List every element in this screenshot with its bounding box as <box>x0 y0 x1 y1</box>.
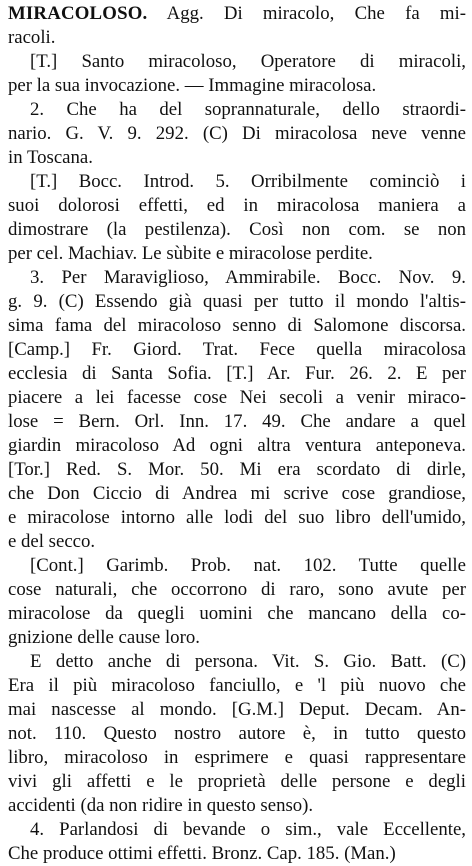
line-text: che Don Ciccio di Andrea mi scrive cose grandiose, <box>8 483 466 504</box>
line-text: 3. Per Maraviglioso, Ammirabile. Bocc. Nov. 9. <box>30 267 466 288</box>
entry-line <box>8 674 466 698</box>
entry-line <box>8 578 466 602</box>
line-text: e miracolose intorno alle lodi del suo libro dell'umido, <box>8 507 466 528</box>
entry-line <box>8 50 466 74</box>
entry-line <box>8 338 466 362</box>
entry-line <box>8 698 466 722</box>
line-text: Agg. Di miracolo, Che fa mi- <box>166 3 466 24</box>
line-text: [T.] Santo miracoloso, Operatore di miracoli, <box>30 51 466 72</box>
headword: MIRACOLOSO. <box>8 3 148 24</box>
line-text: cose naturali, che occorrono di raro, sono avute per <box>8 579 466 600</box>
entry-line <box>8 74 466 98</box>
entry-line <box>8 458 466 482</box>
entry-line <box>8 434 466 458</box>
line-text: mai nascesse al mondo. [G.M.] Deput. Decam. An- <box>8 699 466 720</box>
entry-line <box>8 194 466 218</box>
entry-line <box>8 362 466 386</box>
entry-line <box>8 242 466 266</box>
line-text: piacere a lei facesse cose Nei secoli a venir miraco- <box>8 387 466 408</box>
entry-line <box>8 482 466 506</box>
entry-line <box>8 602 466 626</box>
line-text: nario. G. V. 9. 292. (C) Di miracolosa neve venne <box>8 123 466 144</box>
entry-line <box>8 818 466 842</box>
line-text: suoi dolorosi effetti, ed in miracolosa maniera a <box>8 195 466 216</box>
line-text: Che produce ottimi effetti. Bronz. Cap. 185. (Man.) <box>8 843 396 864</box>
entry-line <box>8 26 466 50</box>
entry-line <box>8 554 466 578</box>
line-text: libro, miracoloso in esprimere e quasi rappresentare <box>8 747 466 768</box>
line-text: e del secco. <box>8 531 96 552</box>
line-text: 2. Che ha del soprannaturale, dello straordi- <box>30 99 466 120</box>
line-text: miracolose da quegli uomini che mancano della co- <box>8 603 466 624</box>
line-text: [Cont.] Garimb. Prob. nat. 102. Tutte quelle <box>30 555 466 576</box>
line-text: sima fama del miracoloso senno di Salomone discorsa. <box>8 315 466 336</box>
entry-line <box>8 146 466 170</box>
line-text: per la sua invocazione. — Immagine miracolosa. <box>8 75 377 96</box>
line-text: per cel. Machiav. Le sùbite e miracolose perdite. <box>8 243 373 264</box>
entry-line <box>8 842 466 866</box>
entry-line <box>8 266 466 290</box>
line-text: vivi gli affetti e le proprietà delle persone e degli <box>8 771 466 792</box>
entry-line <box>8 770 466 794</box>
line-text: racoli. <box>8 27 56 48</box>
entry-line <box>8 530 466 554</box>
line-text: accidenti (da non ridire in questo senso). <box>8 795 314 816</box>
entry-line <box>8 218 466 242</box>
entry-line <box>8 410 466 434</box>
entry-line <box>8 626 466 650</box>
entry-line <box>8 506 466 530</box>
entry-line <box>8 170 466 194</box>
line-text: E detto anche di persona. Vit. S. Gio. Batt. (C) <box>30 651 466 672</box>
entry-line <box>8 314 466 338</box>
entry-line <box>8 98 466 122</box>
line-text: gnizione delle cause loro. <box>8 627 200 648</box>
line-text: Era il più miracoloso fanciullo, e 'l più nuovo che <box>8 675 466 696</box>
line-text: giardin miracoloso Ad ogni altra ventura anteponeva. <box>8 435 466 456</box>
entry-line <box>8 650 466 674</box>
entry-line <box>8 794 466 818</box>
line-text: [Camp.] Fr. Giord. Trat. Fece quella miracolosa <box>8 339 466 360</box>
line-text: dimostrare (la pestilenza). Così non com. se non <box>8 219 466 240</box>
entry-line <box>8 722 466 746</box>
entry-line <box>8 386 466 410</box>
entry-line <box>8 122 466 146</box>
line-text: lose = Bern. Orl. Inn. 17. 49. Che andare a quel <box>8 411 466 432</box>
line-text: 4. Parlandosi di bevande o sim., vale Eccellente, <box>30 819 466 840</box>
line-text: g. 9. (C) Essendo già quasi per tutto il mondo l'altis- <box>8 291 466 312</box>
line-text: [Tor.] Red. S. Mor. 50. Mi era scordato di dirle, <box>8 459 466 480</box>
entry-line <box>8 746 466 770</box>
line-text: ecclesia di Santa Sofia. [T.] Ar. Fur. 26. 2. E per <box>8 363 466 384</box>
line-text: in Toscana. <box>8 147 93 168</box>
line-text: not. 110. Questo nostro autore è, in tutto questo <box>8 723 466 744</box>
line-text: [T.] Bocc. Introd. 5. Orribilmente cominciò i <box>30 171 466 192</box>
entry-line <box>8 2 466 26</box>
entry-line <box>8 290 466 314</box>
